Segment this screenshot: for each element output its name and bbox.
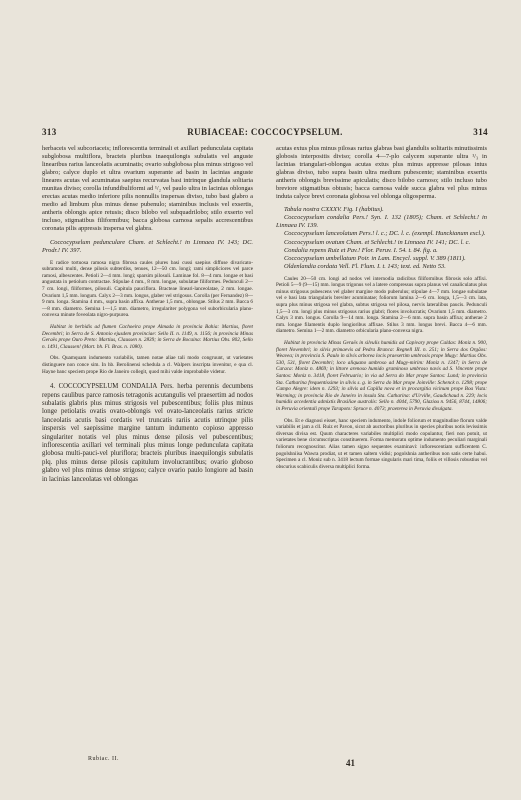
synonym-citation: Coccocypselum pedunculare Cham. et Schlecht.! in Linnaea IV. 143; DC. Prodr.! IV. 397. [42, 238, 253, 254]
synonym-3: Coccocypselum ovatum Cham. et Schlecht.! in Linnaea IV. 141; DC. l. c. [284, 238, 471, 246]
synonym-2: Coccocypselum lanceolatum Pers.! l. c.; DC. l. c. (exempl. Hunckianum excl.). [284, 230, 486, 238]
signature-mark: Rubiac. II. [88, 756, 119, 762]
page-number-left: 313 [42, 127, 57, 137]
page-header [42, 127, 488, 141]
plate-reference: Tabula nostra CXXXV. Fig. I (habitus). [284, 206, 384, 214]
synonym-1: Coccocypselum condalia Pers.! Syn. I. 132 (1805); Cham. et Schlecht.! in Linnaea IV. 139. [276, 214, 487, 230]
species-details: Caules 20—50 cm. longi ad nodos vel internodia radicibus filiformibus fibrosis solo affixi. Petioli 5—9 (9—15) mm. longus trigonus vel a latere compressus supra planus vel canaliculatus plus minus strigosus pubescens vel glaber margine modo puberulus; stipulae 4—7 mm. longae subulatae vel e basi lata triangularis breviter acuminatae; foliorum lamina 2—6 cm. longa, 1,5—3 cm. lata, supra plus minus strigosa vel glabra, subtus strigosa vel pilosa, nervis lateralibus paucis. Pedunculi 1,5—3 cm. longi plus minus strigosus rarius glabri; flores involucratis; Ovarium 1,5 mm. diametro. Calyx 3 mm. longus. Corolla 9—14 mm. longa. Stamina 2—6 mm. supra basin affixa; antherae 2 mm. longae filamentis duplo longioribus affixae. Stilus 3 mm. longus brevi. Bacca 4—6 mm. diametro. Semina 1—2 mm. diametro orbicularia plano-convexa nigra. [276, 275, 487, 335]
synonym-4: Condalia repens Ruiz et Pav.! Flor. Peruv. I. 54. t. 84. fig. a. [284, 246, 438, 254]
synonym-5: Coccocypselum umbellatum Poir. in Lam. Encycl. suppl. V. 389 (1811). [284, 254, 466, 262]
habitat-paragraph: Habitat in provincia Minas Geraës in silvulis humidis ad Capivary prope Caldas: Moniz n. 900, floret Novembri; in silvis primaevis ad Pedra Branca: Regnell III. n. 251; in Serra dos Orgãos: Weavea; in provincia S. Paulo in silvis arborea locis praesertim umbrosis prope Mugy: Martius Obs. 530, 531, floret Decembri; loco aliquano umbroso ad Mugy-mirim: Moniz n. 1347; in Serra de Caraca: Moniz n. 4869; in littore arenoso humido graminoso umbroso navis ad S. Vincente prope Santos: Moniz n. 3418, floret Februario; in via ad Serra do Mar prope Santos: Lund; in provincia Sta. Catharina frequentissime in silvis s. g. in Serra do Mar prope Joinville: Schenck n. 1298; prope Campo Alegre: idem n. 1293; in silvis ad Capilla nova et in procargitia vicinum prope Boa Vista: Warming; in provincia Rio de Janeiro in insula Sta. Catharina: d'Urville, Gaudichaud n. 229; locis humidis accedentia admixtis Brasiliae australis: Sello n. 4044, 5790, Glaziou n. 9456, 8744, 14806; in Peruvia orientali prope Tarapoto: Spruce n. 4073; praeterea in Peruvia divulgata. [276, 340, 487, 412]
description-paragraph: herbaceis vel subcoriaceis; inflorescentia terminali et axillari pedunculata capitata subglobosa multiflora, bracteis pluribus inaequilongis subulatis vel anguste linearibus rarius lanceolatis acuminatis; ovario subglobosa plus minus strigoso vel glabro; calyce duplo et ultra ovarium superante ad basin in lacinias anguste lineares acutas vel acuminatas saepius recurvatas basi intrinque glandula solitaria munitas diviso; corolla infundibuliformi ad ¹/₂ vel paulo ultra in lacinias oblongas erectas acutas medio inferiore pilis nonnullis inspersas diviso, tubo basi glabro a medio ad limbum plus minus dense pubenulo; staminibus inclusis vel exsertis, antheris oblongis apice retusis; disco bilobo vel subquadrilobo; stilo exserto vel incluso, stigmatibus filiformibus; bacca globosa carnosa sepalis accrescentibus coronata pilis appressis inspersa vel glabra. [42, 145, 253, 233]
page-number-right: 314 [473, 127, 488, 137]
species-details: E radice tortuosa ramosa nigra fibrosa caules plures basi cussi saepius diffuse divaricato-subramosi multi, dense pilosis subterdiss, tenues, 12—50 cm. longi; rami simpliciores vel parce ramosi, albescentes. Petioli 2—4 mm. longi; sparsim pilosuli. Laminae fol. 8—4 mm. longae et basi angustata in petiolum contractae. Stipulae 4 mm., 8 mm. longae, subulatae filiformes. Pedunculi 2—7 cm. longi, filiformes, pilosuli. Capitula pauciflora. Bracteae lineari-lanceolatae, 2 mm. longae. Ovarium 1,5 mm. longum. Calyx 2—3 mm. longus, glaber vel strigosus. Corolla (per Fernandez) 8—9 mm. longa. Stamina 4 mm., supra basin affixa. Antherae 1,5 mm., oblongae. Stilus 2 mm. Bacca 6—8 mm. diametro. Semina 1—1,5 mm. diametro, irregulariter polygona vel suborbicularia plano-convexa minute foveolata nigro-purpurea. [42, 259, 253, 319]
observation-note: Obs. Et e diagnosi eisset, hanc speciem indumento, indole foliorum et magnitudine florum valde variabilis et jam a cll. Ruiz et Pavon, sicut ab auctoribus pluribus in species pluribus notis levissimis diversas divisa est. Quum characteres variabiles multiplici modo copulantur, fieri non potuit, ut varietates bene circumscriptas constituerem. Forma memoratu optime indumento peculiari marginali foliorum recognoscitur. Alias tamen signo sequentes examinavi: inflorescentiam sufficentem C. pogolshniisa Wawra prodiat, ut et tamen saltem vidisi; pogolshnia antheribus non satis certe habui. Specimen a cl. Moniz sub n. 3418 lectum formae singularis mari tima, foliis et villosis robustius vel obscurius scabiculis diversa multiplici forma. [276, 417, 487, 470]
description-continuation: acutas extus plus minus pilosas rarius glabras basi glandulis solitariis minutissimis globosis interpositis diviso; corolla 4—7-plo calycem superante ultra ¹/₃ in lacinias triangulari-oblongas acutas extus plus minus appresse pilosas intus glabras diviso, tubo supra basin ultra medium pubescente; staminibus exsertis antheris oblongis brevissime apiculatis; disco bilobo carnoso; stilo incluso tubo breviore stigmatibus obtusis; bacca carnosa valde succa glabra vel plus minus induta calyce brevi coronata globosa vel oblonga oligosperma. [276, 145, 487, 201]
species-entry: 4. COCCOCYPSELUM CONDALIA Pers. herba perennis decumbens repens caulibus parce ramosis tetragonis acutangulis vel praesertim ad nodos subalatis glabris plus minus strigosis vel pubescentibus; foliis plus minus longe petiolatis ovatis ovato-oblongis vel ovato-lanceolatis rarius stricte lanceolatis acutis basi cordatis vel truncatis rariis acutis utrinque pilis inspersis vel saepissime margine tantum indumento copioso appresso singulariter notatis vel plus minus dense pilosis vel pubescentibus; inflorescentia axillari vel terminali plus minus longe pedunculata capitata globosa multi-pauci-vel pluriflora; bracteis pluribus inaequilongis subulatis plq. plus minus dense pilosis capitulum involucrantibus; ovario globoso glabro vel plus minus dense strigoso; calyce ovario paulo longiore ad basin in lacinias lanceolatas vel oblongas [42, 383, 253, 483]
habitat-paragraph: Habitat in herbidis ad flumen Cachoeira prope Almada in provincia Bahia: Martius, floret Decembri; in Serra de S. Antonio ejusdem provinciae: Sello II. n. 1149, n. 1156; in provincia Minas Geraës prope Ouro Preto: Martius, Claussen n. 2839; in Serra de Bocaina: Martius Obs. 802, Sello n. 1491, Claussen! (Mart. bh. Fl. Bras. n. 1080). [42, 323, 253, 350]
right-column [276, 145, 487, 470]
observation-note: Obs. Quamquam indumento variabilis, tamen notae aliae tali modo congruunt, ut varietates distinguere non conce sim. In hb. Berolinensi schedula a cl. Walpers inscripta invenitur, e qua cl. Hayne banc speciem prope Rio de Janeiro collegit, quod mihi valde improbabile videtur. [42, 355, 253, 375]
sheet-number: 41 [346, 758, 355, 768]
synonym-6: Oldenlandia cordata Vell. Fl. Flum. I. t. 143; text. ed. Netto 53. [284, 262, 446, 270]
running-title: RUBIACEAE: COCCOCYPSELUM. [187, 127, 343, 137]
left-column [42, 145, 253, 484]
